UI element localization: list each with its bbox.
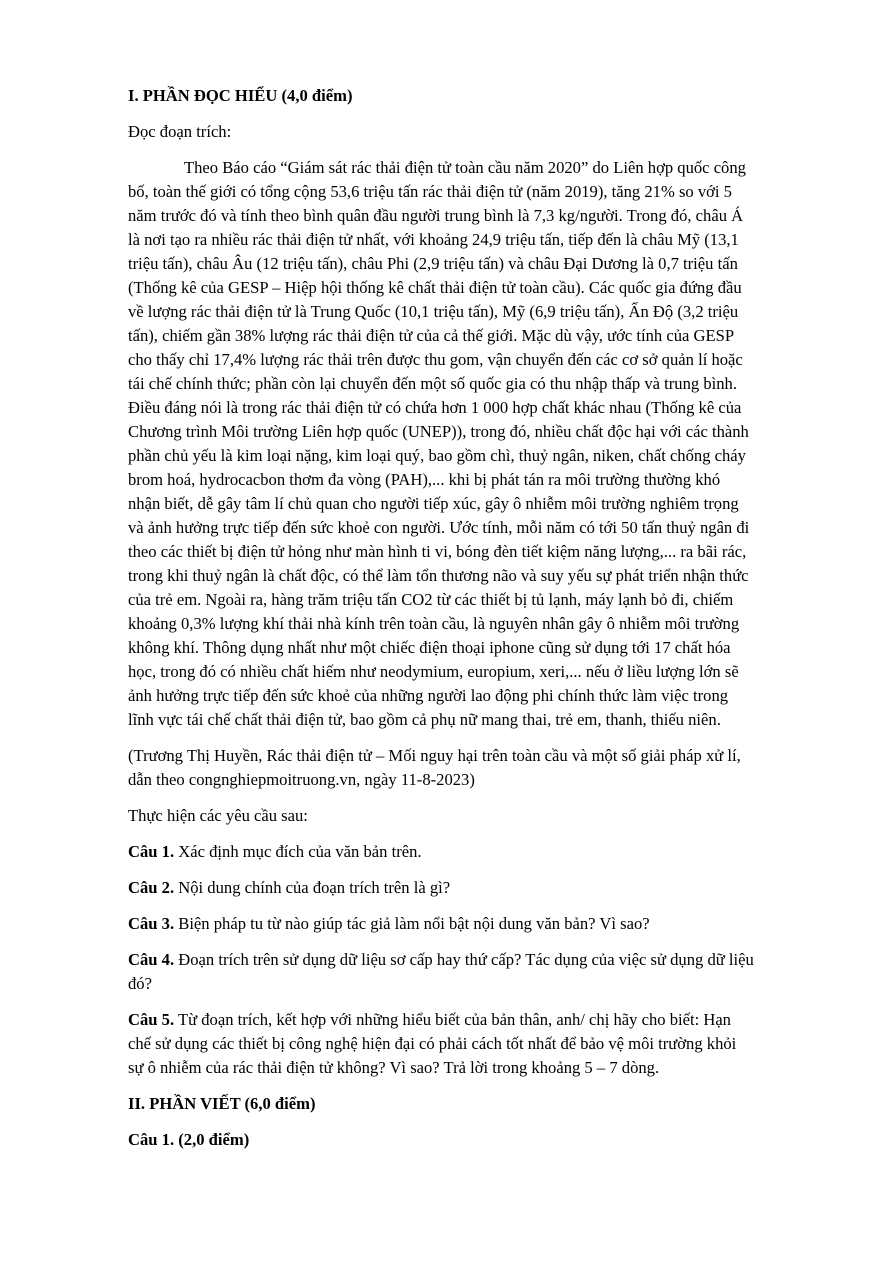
section2-question-1-title: Câu 1. (2,0 điểm) <box>128 1130 250 1149</box>
question-2-text: Nội dung chính của đoạn trích trên là gì? <box>174 878 451 897</box>
question-2-label: Câu 2. <box>128 878 175 897</box>
instructions: Thực hiện các yêu cầu sau: <box>128 806 308 825</box>
question-4-label: Câu 4. <box>128 950 175 969</box>
question-2 <box>128 876 810 900</box>
section1-title: I. PHẦN ĐỌC HIỂU (4,0 điểm) <box>128 86 353 105</box>
question-1 <box>128 840 810 864</box>
question-1-label: Câu 1. <box>128 842 175 861</box>
passage-source: (Trương Thị Huyền, Rác thải điện tử – Mối nguy hại trên toàn cầu và một số giải pháp xử lí, dẫn theo congnghiepmoitruong.vn, ngày 11-8-2023) <box>128 746 741 789</box>
section2-title: II. PHẦN VIẾT (6,0 điểm) <box>128 1094 316 1113</box>
question-4 <box>128 948 810 996</box>
question-3-label: Câu 3. <box>128 914 175 933</box>
question-5-text: Từ đoạn trích, kết hợp với những hiểu biết của bản thân, anh/ chị hãy cho biết: Hạn chế sử dụng các thiết bị công nghệ hiện đại có phải cách tốt nhất để bảo vệ môi trường khỏi sự ô nhiễm của rác thải điện tử không? Vì sao? Trả lời trong khoảng 5 – 7 dòng. <box>128 1010 737 1077</box>
reading-intro: Đọc đoạn trích: <box>128 122 232 141</box>
question-4-text: Đoạn trích trên sử dụng dữ liệu sơ cấp hay thứ cấp? Tác dụng của việc sử dụng dữ liệu đó? <box>128 950 754 993</box>
question-5 <box>128 1008 810 1080</box>
question-5-label: Câu 5. <box>128 1010 175 1029</box>
question-3 <box>128 912 810 936</box>
question-1-text: Xác định mục đích của văn bản trên. <box>174 842 422 861</box>
question-3-text: Biện pháp tu từ nào giúp tác giả làm nổi bật nội dung văn bản? Vì sao? <box>174 914 650 933</box>
document-page <box>128 84 810 1164</box>
reading-passage: Theo Báo cáo “Giám sát rác thải điện tử toàn cầu năm 2020” do Liên hợp quốc công bố, toàn thế giới có tổng cộng 53,6 triệu tấn rác thải điện tử (năm 2019), tăng 21% so với 5 năm trước đó và tính theo bình quân đầu người trung bình là 7,3 kg/người. Trong đó, châu Á là nơi tạo ra nhiều rác thải điện tử nhất, với khoảng 24,9 triệu tấn, tiếp đến là châu Mỹ (13,1 triệu tấn), châu Âu (12 triệu tấn), châu Phi (2,9 triệu tấn) và châu Đại Dương là 0,7 triệu tấn (Thống kê của GESP – Hiệp hội thống kê chất thải điện tử toàn cầu). Các quốc gia đứng đầu về lượng rác thải điện tử là Trung Quốc (10,1 triệu tấn), Mỹ (6,9 triệu tấn), Ấn Độ (3,2 triệu tấn), chiếm gần 38% lượng rác thải điện tử của cả thế giới. Mặc dù vậy, ước tính của GESP cho thấy chỉ 17,4% lượng rác thải trên được thu gom, vận chuyển đến các cơ sở quản lí hoặc tái chế chính thức; phần còn lại chuyển đến một số quốc gia có thu nhập thấp và trung bình. Điều đáng nói là trong rác thải điện tử có chứa hơn 1 000 hợp chất khác nhau (Thống kê của Chương trình Môi trường Liên hợp quốc (UNEP)), trong đó, nhiều chất độc hại với các thành phần chủ yếu là kim loại nặng, kim loại quý, bao gồm chì, thuỷ ngân, niken, chất chống cháy brom hoá, hydrocacbon thơm đa vòng (PAH),... khi bị phát tán ra môi trường thường khó nhận biết, dễ gây tâm lí chủ quan cho người tiếp xúc, gây ô nhiễm môi trường nghiêm trọng và ảnh hưởng trực tiếp đến sức khoẻ con người. Ước tính, mỗi năm có tới 50 tấn thuỷ ngân đi theo các thiết bị điện tử hỏng như màn hình ti vi, bóng đèn tiết kiệm năng lượng,... ra bãi rác, trong khi thuỷ ngân là chất độc, có thể làm tổn thương não và suy yếu sự phát triển nhận thức của trẻ em. Ngoài ra, hàng trăm triệu tấn CO2 từ các thiết bị tủ lạnh, máy lạnh bỏ đi, chiếm khoảng 0,3% lượng khí thải nhà kính trên toàn cầu, là nguyên nhân gây ô nhiễm môi trường không khí. Thông dụng nhất như một chiếc điện thoại iphone cũng sử dụng tới 17 chất hóa học, trong đó có nhiều chất hiếm như neodymium, europium, xeri,... nếu ở liều lượng lớn sẽ ảnh hưởng trực tiếp đến sức khoẻ của những người lao động phi chính thức làm việc trong lĩnh vực tái chế chất thải điện tử, bao gồm cả phụ nữ mang thai, trẻ em, thanh, thiếu niên. <box>128 158 750 729</box>
